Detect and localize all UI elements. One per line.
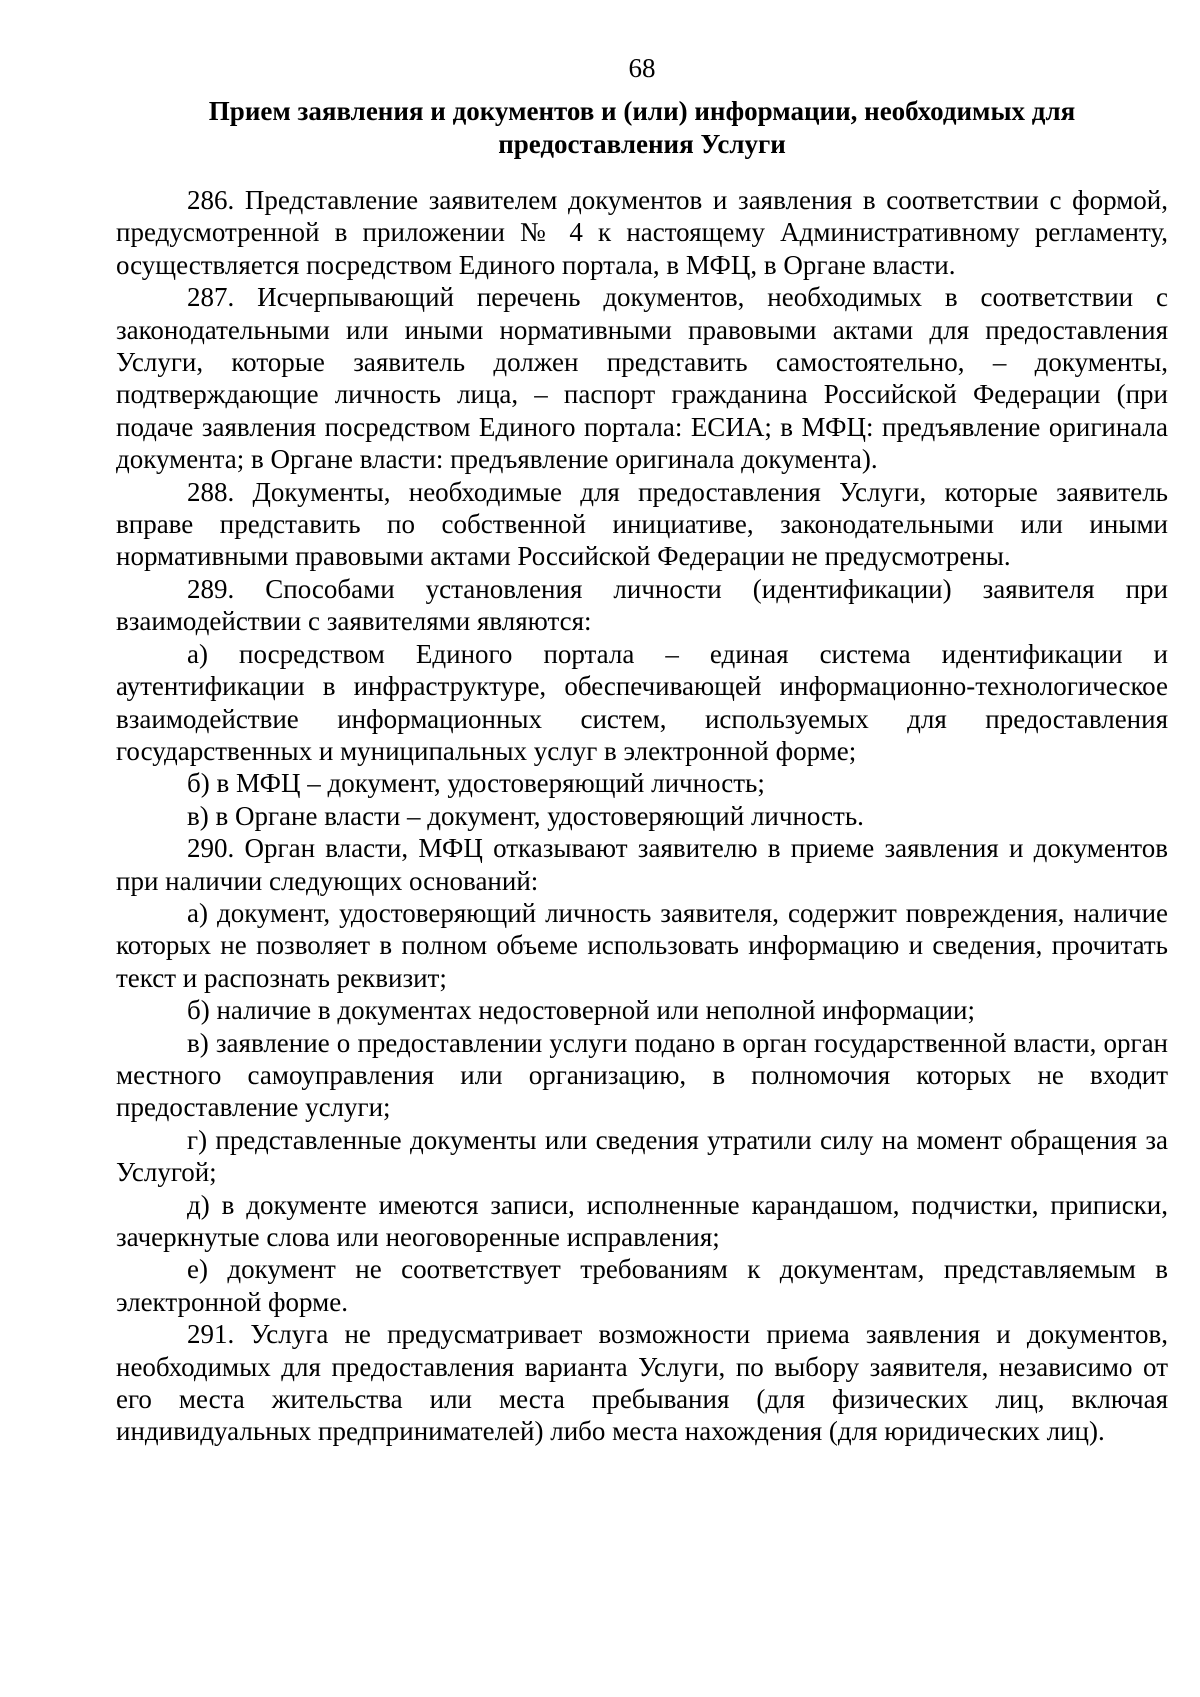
list-item-290-v: в) заявление о предоставлении услуги подано в орган государственной власти, орган местного самоуправления или организацию, в полномочия которых не входит предоставление услуги; bbox=[116, 1027, 1168, 1123]
body-text bbox=[116, 184, 1168, 1448]
list-item-289-a: а) посредством Единого портала – единая система идентификации и аутентификации в инфраструктуре, обеспечивающей информационно-технологическое взаимодействие информационных систем, используемых для предоставления государственных и муниципальных услуг в электронной форме; bbox=[116, 638, 1168, 766]
list-item-290-a: а) документ, удостоверяющий личность заявителя, содержит повреждения, наличие которых не позволяет в полном объеме использовать информацию и сведения, прочитать текст и распознать реквизит; bbox=[116, 897, 1168, 993]
list-item-290-g: г) представленные документы или сведения утратили силу на момент обращения за Услугой; bbox=[116, 1124, 1168, 1188]
list-item-289-v: в) в Органе власти – документ, удостоверяющий личность. bbox=[187, 800, 864, 831]
page-number: 68 bbox=[628, 53, 656, 83]
paragraph-286: 286. Представление заявителем документов и заявления в соответствии с формой, предусмотренной в приложении № 4 к настоящему Административному регламенту, осуществляется посредством Единого портала, в МФЦ, в Органе власти. bbox=[116, 185, 1168, 280]
list-item-290-d: д) в документе имеются записи, исполненные карандашом, подчистки, приписки, зачеркнутые слова или неоговоренные исправления; bbox=[116, 1189, 1168, 1252]
list-item-289-b: б) в МФЦ – документ, удостоверяющий личность; bbox=[187, 768, 765, 799]
paragraph-289: 289. Способами установления личности (идентификации) заявителя при взаимодействии с заявителями являются: bbox=[116, 573, 1168, 637]
list-item-290-e: е) документ не соответствует требованиям к документам, представляемым в электронной форме. bbox=[116, 1254, 1168, 1317]
section-heading: Прием заявления и документов и (или) информации, необходимых для предоставления Услуги bbox=[208, 96, 1076, 159]
list-item-290-b: б) наличие в документах недостоверной или неполной информации; bbox=[187, 995, 975, 1026]
paragraph-288: 288. Документы, необходимые для предоставления Услуги, которые заявитель вправе представить по собственной инициативе, законодательными или иными нормативными правовыми актами Российской Федерации не предусмотрены. bbox=[116, 476, 1168, 572]
paragraph-290: 290. Орган власти, МФЦ отказывают заявителю в приеме заявления и документов при наличии следующих оснований: bbox=[116, 833, 1168, 896]
paragraph-287: 287. Исчерпывающий перечень документов, необходимых в соответствии с законодательными или иными нормативными правовыми актами для предоставления Услуги, которые заявитель должен представить самостоятельно, – документы, подтверждающие личность лица, – паспорт гражданина Российской Федерации (при подаче заявления посредством Единого портала: ЕСИА; в МФЦ: предъявление оригинала документа; в Органе власти: предъявление оригинала документа). bbox=[116, 282, 1168, 475]
paragraph-291: 291. Услуга не предусматривает возможности приема заявления и документов, необходимых для предоставления варианта Услуги, по выбору заявителя, независимо от его места жительства или места пребывания (для физических лиц, включая индивидуальных предпринимателей) либо места нахождения (для юридических лиц). bbox=[116, 1319, 1168, 1447]
